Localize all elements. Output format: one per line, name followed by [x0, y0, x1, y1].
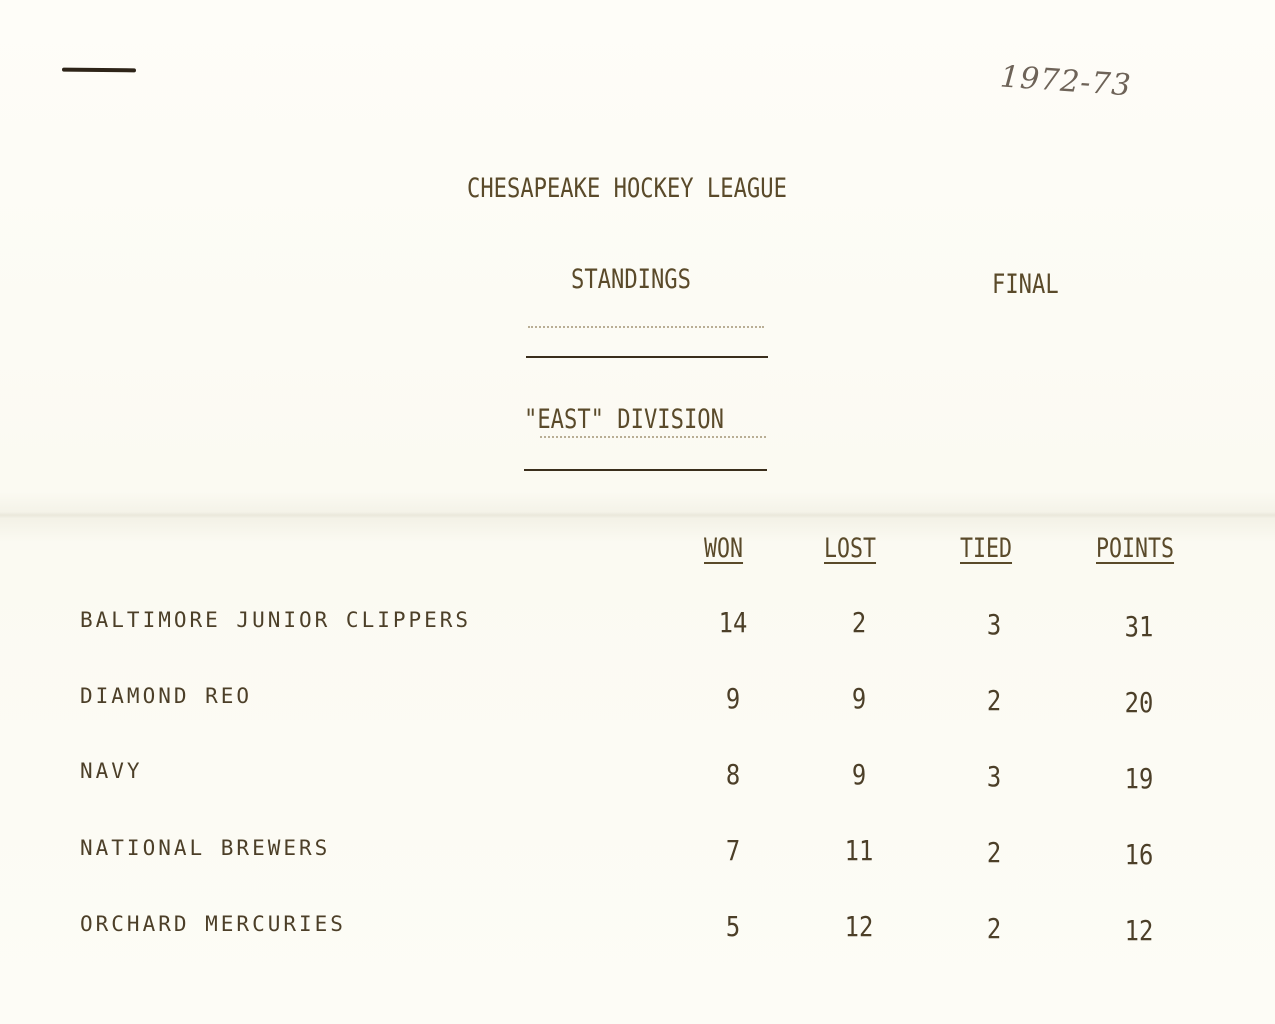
points-value: 31: [1124, 610, 1154, 643]
points-value: 19: [1124, 762, 1154, 795]
lost-value: 2: [851, 606, 867, 639]
tied-value: 2: [986, 836, 1002, 869]
won-value: 5: [725, 910, 741, 943]
won-value: 14: [718, 606, 748, 639]
column-header-lost: LOST: [824, 533, 877, 564]
column-header-won: WON: [704, 533, 744, 564]
won-value: 8: [725, 758, 741, 791]
team-name: ORCHARD MERCURIES: [80, 912, 346, 936]
final-label: FINAL: [992, 269, 1059, 300]
tied-value: 2: [986, 684, 1002, 717]
points-value: 20: [1124, 686, 1154, 719]
heading-underline: [526, 356, 768, 358]
faded-dotted-line: [528, 326, 764, 328]
tied-value: 2: [986, 912, 1002, 945]
pen-dash-mark: [62, 68, 136, 73]
lost-value: 9: [851, 758, 867, 791]
team-name: DIAMOND REO: [80, 684, 253, 708]
won-value: 7: [725, 834, 741, 867]
handwritten-season-note: 1972-73: [998, 59, 1133, 104]
column-header-tied: TIED: [960, 533, 1013, 564]
team-name: NATIONAL BREWERS: [80, 836, 331, 860]
team-name: NAVY: [80, 759, 143, 783]
won-value: 9: [725, 682, 741, 715]
lost-value: 12: [844, 910, 874, 943]
points-value: 16: [1124, 838, 1154, 871]
division-underline: [524, 469, 767, 471]
points-value: 12: [1124, 914, 1154, 947]
tied-value: 3: [986, 760, 1002, 793]
league-title: CHESAPEAKE HOCKEY LEAGUE: [467, 173, 787, 204]
paper-fold-line: [0, 512, 1275, 518]
lost-value: 11: [844, 834, 874, 867]
faded-dotted-line: [540, 436, 766, 438]
team-name: BALTIMORE JUNIOR CLIPPERS: [80, 608, 472, 632]
division-heading: "EAST" DIVISION: [524, 404, 724, 435]
lost-value: 9: [851, 682, 867, 715]
standings-heading: STANDINGS: [571, 264, 691, 295]
column-header-points: POINTS: [1096, 533, 1175, 564]
tied-value: 3: [986, 608, 1002, 641]
